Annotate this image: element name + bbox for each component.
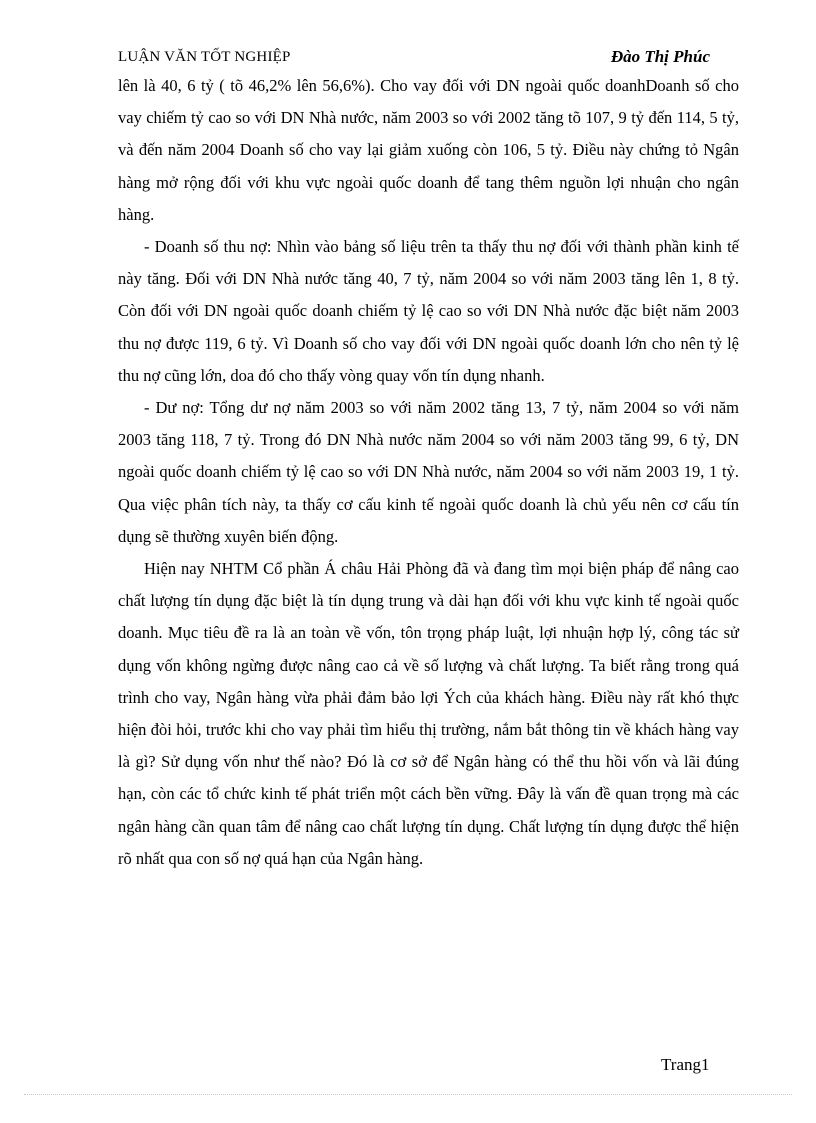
- document-body: [118, 70, 739, 875]
- page-number: Trang1: [661, 1055, 710, 1074]
- page-bottom-divider: [24, 1094, 792, 1095]
- paragraph-debt-collection: - Doanh số thu nợ: Nhìn vào bảng số liệu trên ta thấy thu nợ đối với thành phần kinh tế này tăng. Đối với DN Nhà nước tăng 40, 7 tỷ, năm 2004 so với năm 2003 tăng lên 1, 8 tỷ. Còn đối với DN ngoài quốc doanh chiếm tỷ lệ cao so với DN Nhà nước đặc biệt năm 2003 thu nợ được 119, 6 tỷ. Vì Doanh số cho vay đối với DN ngoài quốc doanh lớn cho nên tỷ lệ thu nợ cũng lớn, doa đó cho thấy vòng quay vốn tín dụng nhanh.: [118, 237, 739, 385]
- author-name: Đào Thị Phúc: [610, 47, 710, 66]
- thesis-label: LUẬN VĂN TỐT NGHIỆP: [118, 49, 291, 65]
- paragraph-continuation: lên là 40, 6 tỷ ( tõ 46,2% lên 56,6%). Cho vay đối với DN ngoài quốc doanhDoanh số cho vay chiếm tỷ cao so với DN Nhà nước, năm 2003 so với 2002 tăng tõ 107, 9 tỷ đến 114, 5 tỷ, và đến năm 2004 Doanh số cho vay lại giảm xuống còn 106, 5 tỷ. Điều này chứng tỏ Ngân hàng mở rộng đối với khu vực ngoài quốc doanh để tang thêm nguồn lợi nhuận cho ngân hàng.: [118, 76, 739, 224]
- paragraph-outstanding-debt: - Dư nợ: Tổng dư nợ năm 2003 so với năm 2002 tăng 13, 7 tỷ, năm 2004 so với năm 2003 tăng 118, 7 tỷ. Trong đó DN Nhà nước năm 2004 so với năm 2003 tăng 99, 6 tỷ, DN ngoài quốc doanh chiếm tỷ lệ cao so với DN Nhà nước, năm 2004 so với năm 2003 19, 1 tỷ. Qua việc phân tích này, ta thấy cơ cấu kinh tế ngoài quốc doanh là chủ yếu nên cơ cấu tín dụng sẽ thường xuyên biến động.: [118, 398, 739, 546]
- paragraph-credit-quality: Hiện nay NHTM Cổ phần Á châu Hải Phòng đã và đang tìm mọi biện pháp để nâng cao chất lượng tín dụng đặc biệt là tín dụng trung và dài hạn đối với khu vực kinh tế ngoài quốc doanh. Mục tiêu đề ra là an toàn về vốn, tôn trọng pháp luật, lợi nhuận hợp lý, công tác sử dụng vốn không ngừng được nâng cao cả về số lượng và chất lượng. Ta biết rằng trong quá trình cho vay, Ngân hàng vừa phải đảm bảo lợi Ých của khách hàng. Điều này rất khó thực hiện đòi hỏi, trước khi cho vay phải tìm hiểu thị trường, nắm bắt thông tin về khách hàng vay là gì? Sử dụng vốn như thế nào? Đó là cơ sở để Ngân hàng có thể thu hồi vốn và lãi đúng hạn, còn các tổ chức kinh tế phát triển một cách bền vững. Đây là vấn đề quan trọng mà các ngân hàng cần quan tâm để nâng cao chất lượng tín dụng. Chất lượng tín dụng được thể hiện rõ nhất qua con số nợ quá hạn của Ngân hàng.: [118, 559, 739, 868]
- page-header: [118, 49, 710, 71]
